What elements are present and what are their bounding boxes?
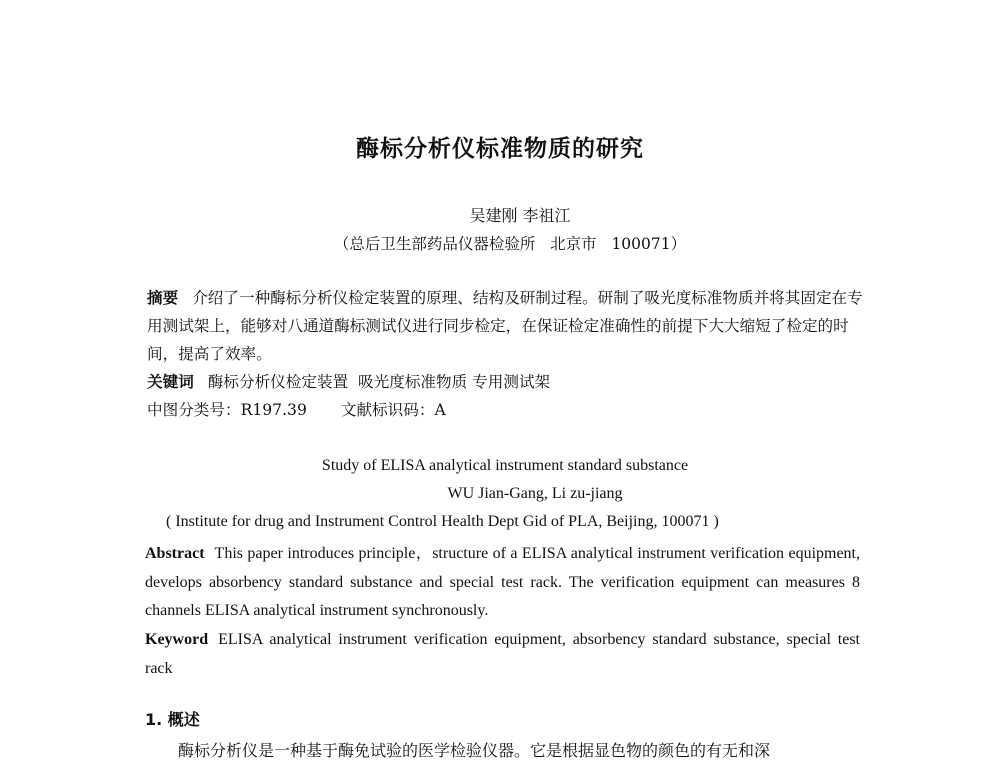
- doc-code: A: [434, 401, 446, 419]
- authors-en: WU Jian-Gang, Li zu-jiang: [447, 485, 623, 502]
- paper-title-cn: 酶标分析仪标准物质的研究: [356, 136, 644, 162]
- keywords-cn: [147, 368, 867, 396]
- abstract-cn-label: 摘要: [147, 289, 179, 307]
- abstract-en-label: Abstract: [145, 545, 205, 562]
- keywords-en-label: Keyword: [145, 631, 209, 648]
- keywords-en: [145, 626, 860, 683]
- section-1-first-line: 酶标分析仪是一种基于酶免试验的医学检验仪器。它是根据显色物的颜色的有无和深: [178, 741, 771, 760]
- paper-title-en: Study of ELISA analytical instrument standard substance: [321, 457, 689, 474]
- authors-cn: 吴建刚 李祖江: [469, 206, 571, 225]
- abstract-cn-text: 介绍了一种酶标分析仪检定装置的原理、结构及研制过程。研制了吸光度标准物质并将其固定在专用测试架上，能够对八通道酶标测试仪进行同步检定，在保证检定准确性的前提下大大缩短了检定的时间，提高了效率。: [147, 289, 863, 363]
- keywords-cn-label: 关键词: [147, 373, 194, 391]
- classification-label: 中图分类号：: [147, 401, 241, 419]
- doc-code-label: 文献标识码：: [340, 401, 435, 419]
- affiliation-en: ( Institute for drug and Instrument Control Health Dept Gid of PLA, Beijing, 100071 ): [166, 513, 719, 530]
- classification-code: R197.39: [240, 401, 307, 419]
- keywords-cn-text: 酶标分析仪检定装置 吸光度标准物质 专用测试架: [207, 373, 551, 391]
- section-1-heading: 1. 概述: [145, 710, 200, 729]
- abstract-en: [145, 540, 860, 626]
- abstract-cn: [147, 284, 867, 368]
- abstract-en-text: This paper introduces principle，structure of a ELISA analytical instrument verification equipment, develops absorbency standard substance and special test rack. The verification equipment can measures 8 channels ELISA analytical instrument synchronously.: [145, 545, 860, 619]
- classification-line: [147, 396, 867, 424]
- affiliation-cn: （总后卫生部药品仪器检验所 北京市 100071）: [333, 235, 687, 253]
- keywords-en-text: ELISA analytical instrument verification equipment, absorbency standard substance, special test rack: [145, 631, 860, 677]
